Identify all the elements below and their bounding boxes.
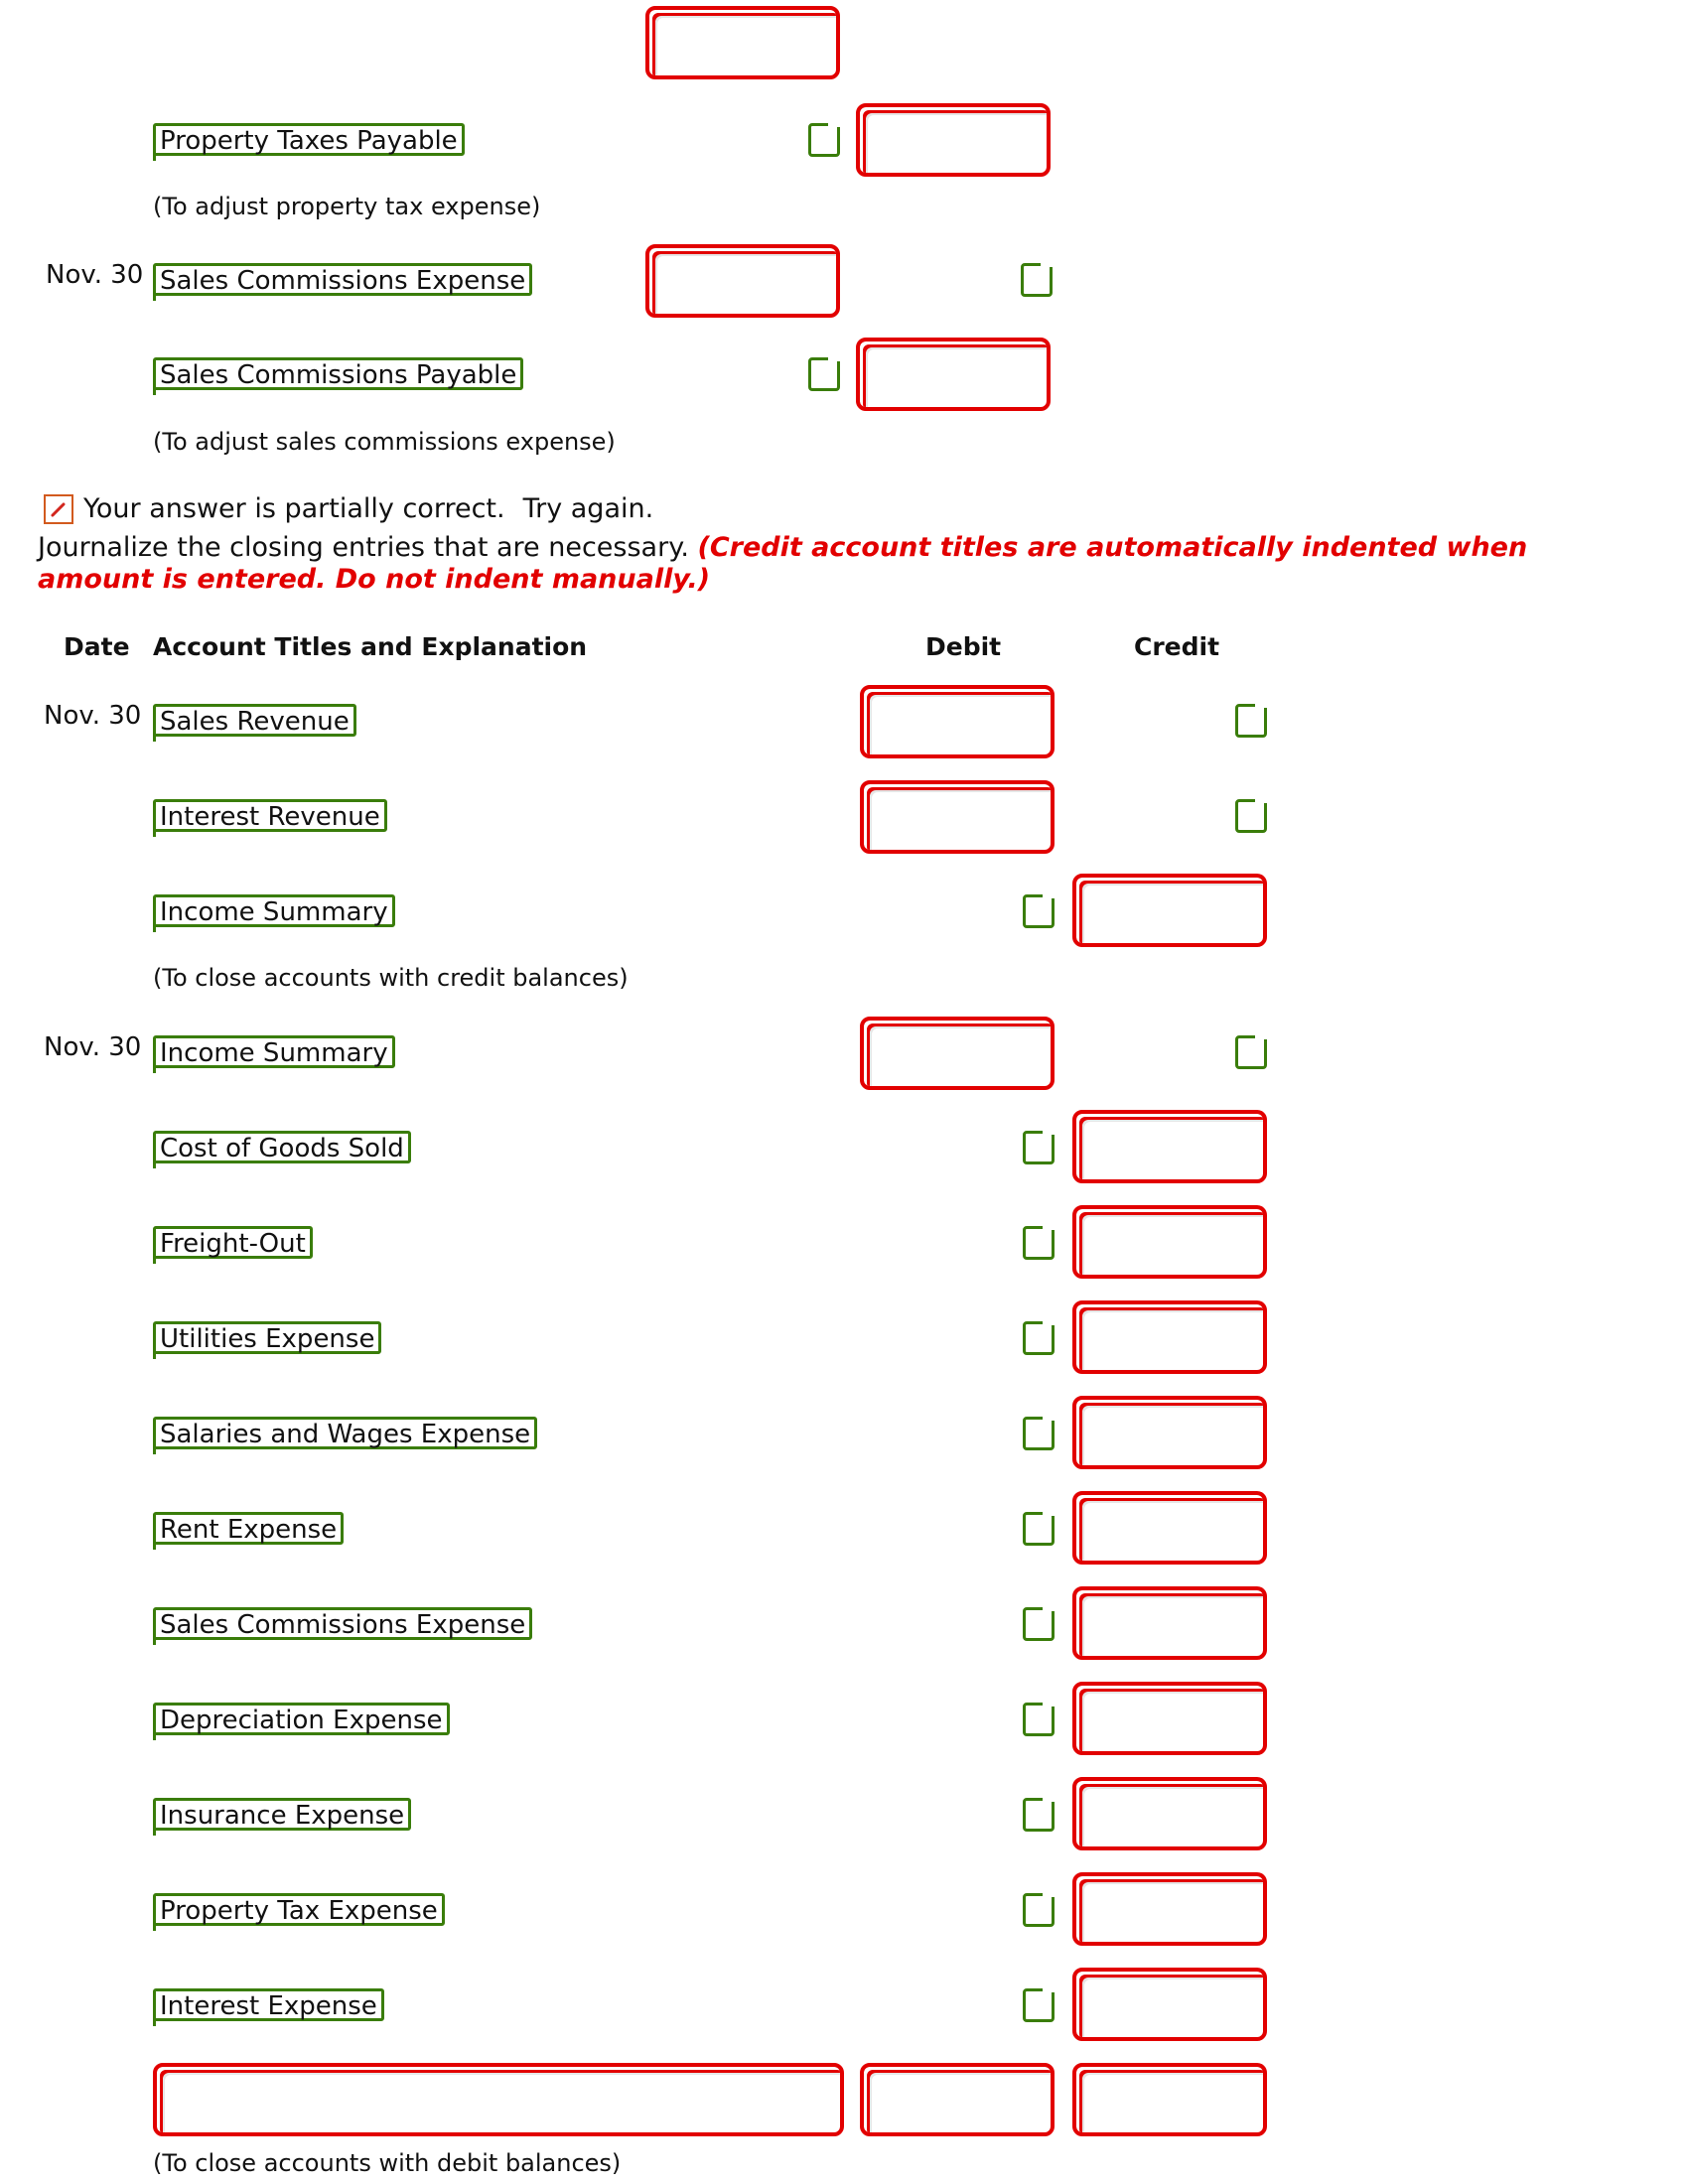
account-field-property-tax-expense[interactable]: Property Tax Expense: [153, 1893, 445, 1926]
debit-check-box[interactable]: [1023, 894, 1055, 928]
instructions-text: Journalize the closing entries that are necessary.: [38, 532, 689, 563]
debit-amount-input[interactable]: [860, 780, 1055, 854]
credit-amount-input[interactable]: [1072, 1586, 1267, 1660]
account-field-freight-out[interactable]: Freight-Out: [153, 1226, 313, 1259]
account-field-salaries-and-wages-expense[interactable]: Salaries and Wages Expense: [153, 1417, 537, 1449]
header-credit: Credit: [1134, 632, 1220, 661]
credit-amount-input[interactable]: [1072, 1205, 1267, 1279]
debit-check-box[interactable]: [1023, 1988, 1055, 2022]
debit-amount-input-prev-top[interactable]: [645, 6, 840, 79]
account-field-cost-of-goods-sold[interactable]: Cost of Goods Sold: [153, 1131, 411, 1163]
header-account-titles: Account Titles and Explanation: [153, 632, 588, 661]
credit-amount-input[interactable]: [1072, 1396, 1267, 1469]
credit-amount-input[interactable]: [1072, 1968, 1267, 2041]
account-field-interest-expense[interactable]: Interest Expense: [153, 1988, 384, 2021]
debit-check-box[interactable]: [1023, 1321, 1055, 1355]
instructions-note: (Credit account titles are automatically indented when amount is entered. Do not indent manually.): [38, 532, 1528, 595]
account-field-income-summary[interactable]: Income Summary: [153, 894, 395, 927]
entry-date: Nov. 30: [44, 701, 142, 731]
debit-check-box[interactable]: [1023, 1131, 1055, 1164]
entry-date: Nov. 30: [44, 1032, 142, 1062]
instructions: [38, 532, 1626, 596]
debit-check-box[interactable]: [1023, 1417, 1055, 1450]
credit-amount-input[interactable]: [1072, 874, 1267, 947]
account-field-income-summary[interactable]: Income Summary: [153, 1035, 395, 1068]
debit-check-box[interactable]: [1023, 1226, 1055, 1260]
debit-amount-input[interactable]: [860, 1017, 1055, 1090]
account-field-utilities-expense[interactable]: Utilities Expense: [153, 1321, 381, 1354]
entry-explanation: (To adjust property tax expense): [153, 193, 541, 220]
pencil-edit-icon: [44, 494, 73, 524]
account-field-property-taxes-payable[interactable]: Property Taxes Payable: [153, 123, 465, 156]
credit-amount-input[interactable]: [1072, 1872, 1267, 1946]
account-field-sales-revenue[interactable]: Sales Revenue: [153, 704, 356, 737]
credit-amount-input[interactable]: [1072, 1110, 1267, 1183]
account-field-interest-revenue[interactable]: Interest Revenue: [153, 799, 387, 832]
header-debit: Debit: [925, 632, 1002, 661]
feedback-status: Your answer is partially correct.: [83, 493, 505, 524]
account-field-depreciation-expense[interactable]: Depreciation Expense: [153, 1703, 450, 1735]
credit-check-box[interactable]: [1235, 799, 1267, 833]
feedback-retry: Try again.: [522, 493, 654, 524]
debit-check-box[interactable]: [808, 357, 840, 391]
account-field-sales-commissions-expense[interactable]: Sales Commissions Expense: [153, 1607, 532, 1640]
debit-check-box[interactable]: [1023, 1703, 1055, 1736]
debit-amount-input[interactable]: [860, 685, 1055, 758]
credit-check-box[interactable]: [1235, 1035, 1267, 1069]
account-field-sales-commissions-payable[interactable]: Sales Commissions Payable: [153, 357, 523, 390]
credit-amount-input-empty[interactable]: [1072, 2063, 1267, 2136]
account-title-input-empty[interactable]: [153, 2063, 844, 2136]
credit-amount-input[interactable]: [856, 103, 1051, 177]
credit-amount-input[interactable]: [1072, 1491, 1267, 1565]
debit-check-box[interactable]: [1023, 1607, 1055, 1641]
account-field-insurance-expense[interactable]: Insurance Expense: [153, 1798, 411, 1831]
entry-explanation: (To close accounts with debit balances): [153, 2149, 622, 2177]
credit-amount-input[interactable]: [856, 338, 1051, 411]
header-date: Date: [64, 632, 130, 661]
debit-check-box[interactable]: [1023, 1893, 1055, 1927]
account-field-sales-commissions-expense[interactable]: Sales Commissions Expense: [153, 263, 532, 296]
entry-explanation: (To close accounts with credit balances): [153, 964, 629, 992]
credit-amount-input[interactable]: [1072, 1777, 1267, 1850]
debit-check-box[interactable]: [1023, 1512, 1055, 1546]
credit-amount-input[interactable]: [1072, 1300, 1267, 1374]
debit-check-box[interactable]: [1023, 1798, 1055, 1832]
feedback-message: [44, 493, 653, 524]
entry-date: Nov. 30: [46, 260, 144, 290]
debit-amount-input-empty[interactable]: [860, 2063, 1055, 2136]
entry-explanation: (To adjust sales commissions expense): [153, 428, 616, 456]
credit-check-box[interactable]: [1021, 263, 1053, 297]
credit-check-box[interactable]: [1235, 704, 1267, 738]
credit-amount-input[interactable]: [1072, 1682, 1267, 1755]
account-field-rent-expense[interactable]: Rent Expense: [153, 1512, 344, 1545]
debit-amount-input[interactable]: [645, 244, 840, 318]
debit-check-box[interactable]: [808, 123, 840, 157]
